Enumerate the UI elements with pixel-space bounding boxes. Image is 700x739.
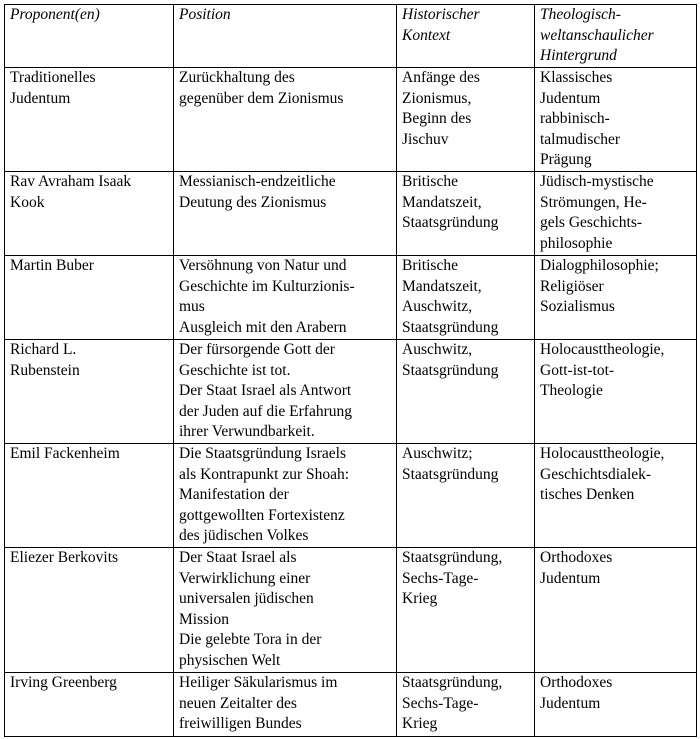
cell-text-line: Jischuv — [402, 130, 449, 148]
cell-text-line: Zionismus, — [402, 89, 472, 107]
cell-text-line: Versöhnung von Natur und — [179, 257, 347, 274]
comparison-table — [4, 4, 697, 737]
cell-text-line: Prägung — [540, 151, 592, 169]
table-row — [5, 256, 697, 340]
cell-text-line: Krieg — [402, 715, 438, 733]
cell-text-line: Historischer — [402, 6, 480, 23]
cell-text-line: als Kontrapunkt zur Shoah: — [179, 465, 350, 483]
cell-text-line: Judentum — [10, 89, 71, 107]
cell-text-line: Die gelebte Tora in der — [179, 631, 322, 649]
cell-text-line: Manifestation der — [179, 486, 289, 504]
cell-context — [397, 340, 535, 444]
cell-text-line: Judentum — [540, 694, 601, 712]
cell-text-line: Der Staat Israel als Antwort — [179, 382, 352, 400]
cell-text-line: rabbinisch- — [540, 110, 610, 128]
cell-text-line: neuen Zeitalter des — [179, 694, 297, 712]
cell-text-line: Auschwitz, — [402, 298, 473, 316]
cell-text-line: Klassisches — [540, 69, 613, 86]
cell-text-line: Staatsgründung, — [402, 549, 503, 566]
cell-text-line: tisches Denken — [540, 486, 635, 504]
cell-text-line: Krieg — [402, 590, 438, 608]
cell-text-line: physischen Welt — [179, 651, 281, 669]
table-row — [5, 673, 697, 737]
cell-text-line: Mandatszeit, — [402, 193, 482, 211]
header-proponent — [5, 5, 174, 68]
cell-text-line: universalen jüdischen — [179, 590, 314, 608]
cell-background — [535, 548, 697, 673]
cell-text-line: Britische — [402, 173, 458, 190]
cell-proponent — [5, 548, 174, 673]
cell-text-line: Deutung des Zionismus — [179, 193, 327, 211]
cell-proponent — [5, 340, 174, 444]
cell-text-line: Dialogphilosophie; — [540, 257, 659, 274]
cell-text-line: Traditionelles — [10, 69, 96, 86]
cell-text-line: Theologie — [540, 382, 603, 400]
cell-text-line: des jüdischen Volkes — [179, 527, 309, 545]
cell-text-line: Geschichtsdialek- — [540, 465, 652, 483]
cell-text-line: Rav Avraham Isaak — [10, 173, 132, 190]
cell-context — [397, 673, 535, 737]
cell-position — [174, 172, 397, 256]
cell-text-line: Auschwitz; — [402, 445, 473, 462]
cell-text-line: Emil Fackenheim — [10, 445, 120, 462]
cell-text-line: Sechs-Tage- — [402, 694, 479, 712]
cell-text-line: Jüdisch-mystische — [540, 173, 654, 190]
cell-background — [535, 444, 697, 548]
cell-proponent — [5, 673, 174, 737]
cell-text-line: Auschwitz, — [402, 341, 473, 358]
cell-text-line: ihrer Verwundbarkeit. — [179, 423, 315, 441]
cell-text-line: Staatsgründung, — [402, 674, 503, 691]
cell-text-line: Mission — [179, 610, 229, 628]
cell-background — [535, 340, 697, 444]
cell-text-line: Irving Greenberg — [10, 674, 117, 691]
table-row — [5, 172, 697, 256]
cell-text-line: Der fürsorgende Gott der — [179, 341, 335, 358]
cell-text-line: Judentum — [540, 89, 601, 107]
cell-text-line: gottgewollten Fortexistenz — [179, 506, 345, 524]
cell-proponent — [5, 444, 174, 548]
cell-background — [535, 172, 697, 256]
cell-text-line: weltanschaulicher — [540, 26, 654, 44]
cell-position — [174, 673, 397, 737]
cell-text-line: Mandatszeit, — [402, 277, 482, 295]
cell-proponent — [5, 256, 174, 340]
cell-text-line: Staatsgründung — [402, 214, 499, 232]
cell-text-line: mus — [179, 298, 205, 316]
cell-position — [174, 68, 397, 172]
cell-text-line: Staatsgründung — [402, 465, 499, 483]
cell-text-line: Britische — [402, 257, 458, 274]
cell-background — [535, 68, 697, 172]
cell-context — [397, 68, 535, 172]
cell-text-line: Richard L. — [10, 341, 77, 358]
cell-text-line: Judentum — [540, 569, 601, 587]
cell-text-line: Orthodoxes — [540, 674, 613, 691]
cell-text-line: Theologisch- — [540, 6, 621, 23]
cell-text-line: Gott-ist-tot- — [540, 361, 615, 379]
cell-context — [397, 444, 535, 548]
cell-text-line: Orthodoxes — [540, 549, 613, 566]
cell-text-line: Eliezer Berkovits — [10, 549, 119, 566]
cell-text-line: Religiöser — [540, 277, 604, 295]
cell-context — [397, 256, 535, 340]
cell-text-line: Holocausttheologie, — [540, 445, 665, 462]
cell-text-line: Rubenstein — [10, 361, 80, 379]
cell-background — [535, 256, 697, 340]
cell-position — [174, 444, 397, 548]
cell-proponent — [5, 68, 174, 172]
cell-text-line: Die Staatsgründung Israels — [179, 445, 347, 462]
cell-text-line: Holocausttheologie, — [540, 341, 665, 358]
table-row — [5, 444, 697, 548]
cell-text-line: freiwilligen Bundes — [179, 715, 302, 733]
cell-text-line: Martin Buber — [10, 257, 94, 274]
cell-text-line: Strömungen, He- — [540, 193, 647, 211]
cell-text-line: Zurückhaltung des — [179, 69, 295, 86]
cell-position — [174, 340, 397, 444]
header-background — [535, 5, 697, 68]
cell-text-line: Messianisch-endzeitliche — [179, 173, 336, 190]
cell-text-line: talmudischer — [540, 130, 621, 148]
header-context — [397, 5, 535, 68]
header-row — [5, 5, 697, 68]
cell-text-line: gegenüber dem Zionismus — [179, 89, 344, 107]
cell-text-line: philosophie — [540, 234, 613, 252]
cell-text-line: Position — [179, 6, 231, 23]
cell-background — [535, 673, 697, 737]
cell-text-line: Proponent(en) — [10, 6, 100, 23]
cell-text-line: Geschichte ist tot. — [179, 361, 291, 379]
cell-text-line: Heiliger Säkularismus im — [179, 674, 338, 691]
table-row — [5, 340, 697, 444]
header-position — [174, 5, 397, 68]
cell-text-line: gels Geschichts- — [540, 214, 643, 232]
cell-text-line: Ausgleich mit den Arabern — [179, 318, 347, 336]
cell-text-line: Hintergrund — [540, 47, 617, 65]
cell-text-line: Kook — [10, 193, 45, 211]
cell-text-line: Sozialismus — [540, 298, 615, 316]
cell-text-line: Staatsgründung — [402, 361, 499, 379]
cell-text-line: Verwirklichung einer — [179, 569, 311, 587]
cell-context — [397, 172, 535, 256]
cell-text-line: Der Staat Israel als — [179, 549, 297, 566]
table-row — [5, 68, 697, 172]
cell-position — [174, 256, 397, 340]
table-row — [5, 548, 697, 673]
cell-text-line: Geschichte im Kulturzionis- — [179, 277, 355, 295]
cell-text-line: Staatsgründung — [402, 318, 499, 336]
cell-proponent — [5, 172, 174, 256]
cell-text-line: Beginn des — [402, 110, 472, 128]
cell-text-line: Anfänge des — [402, 69, 480, 86]
cell-text-line: Sechs-Tage- — [402, 569, 479, 587]
cell-context — [397, 548, 535, 673]
cell-text-line: der Juden auf die Erfahrung — [179, 402, 353, 420]
cell-position — [174, 548, 397, 673]
cell-text-line: Kontext — [402, 26, 451, 44]
